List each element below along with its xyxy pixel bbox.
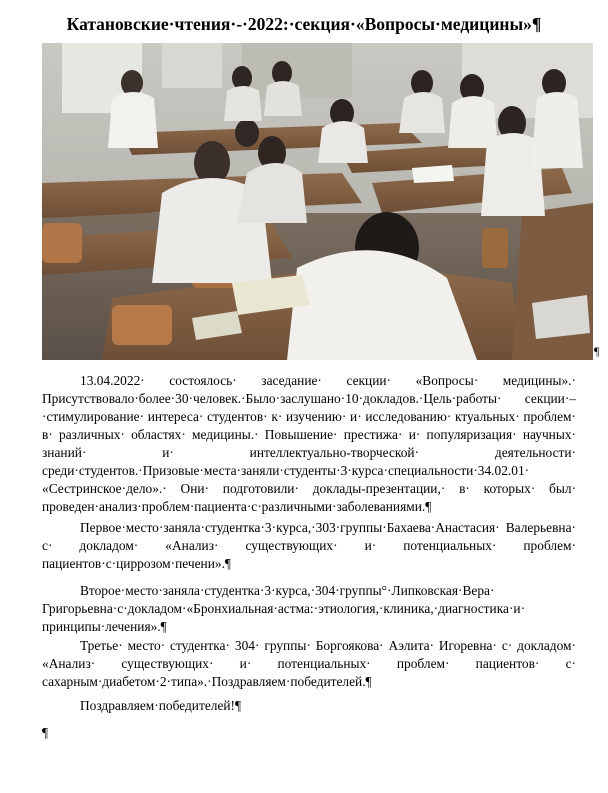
paragraph-second-place: Второе·место·заняла·студентка·3·курса,·304·группы°·Липковская·Вера· Григорьевна·с·докладом·«Бронхиальная·астма:·этиология,·клиника,·диагностика·и· принципы·лечения».¶ <box>42 583 526 634</box>
paragraph-summary: 13.04.2022· состоялось· заседание· секции· «Вопросы· медицины».· Присутствовало·более·30·человек.·Было·заслушано·10·докладов.·Цель·работы· секции·–·стимулирование· интереса· студентов· к· изучению· и· исследованию· ктуальных· проблем· в· различных· областях· медицины.· Повышение· престижа· и· популяризация· научных· знаний· и· интеллектуально-творческой· деятельности· среди·студентов.·Призовые·места·заняли·студенты·3·курса·специальности·34.02.01· «Сестринское·дело».· Они· подготовили· доклады-презентации,· в· которых· был· проведен·анализ·проблем·пациента·с·различными·заболеваниями.¶ <box>42 373 576 514</box>
end-paragraph-mark: ¶ <box>42 725 49 740</box>
paragraph-first-place: Первое·место·заняла·студентка·3·курса,·303·группы·Бахаева·Анастасия· Валерьевна· с· докладом· «Анализ· существующих· и· потенциальных· проблем· пациентов·с·циррозом·печени».¶ <box>42 520 576 571</box>
document-title: Катановские·чтения·-·2022:·секция·«Вопросы·медицины»¶ <box>66 14 542 34</box>
classroom-photo <box>42 43 593 360</box>
paragraph-congratulations: Поздравляем·победителей!¶ <box>80 698 242 713</box>
paragraph-third-place: Третье· место· студентка· 304· группы· Боргоякова· Аэлита· Игоревна· с· докладом· «Анализ· существующих· и· потенциальных· проблем· пациентов· с· сахарным·диабетом·2·типа».·Поздравляем·победителей.¶ <box>42 638 576 689</box>
photo-paragraph-mark: ¶ <box>594 344 600 358</box>
